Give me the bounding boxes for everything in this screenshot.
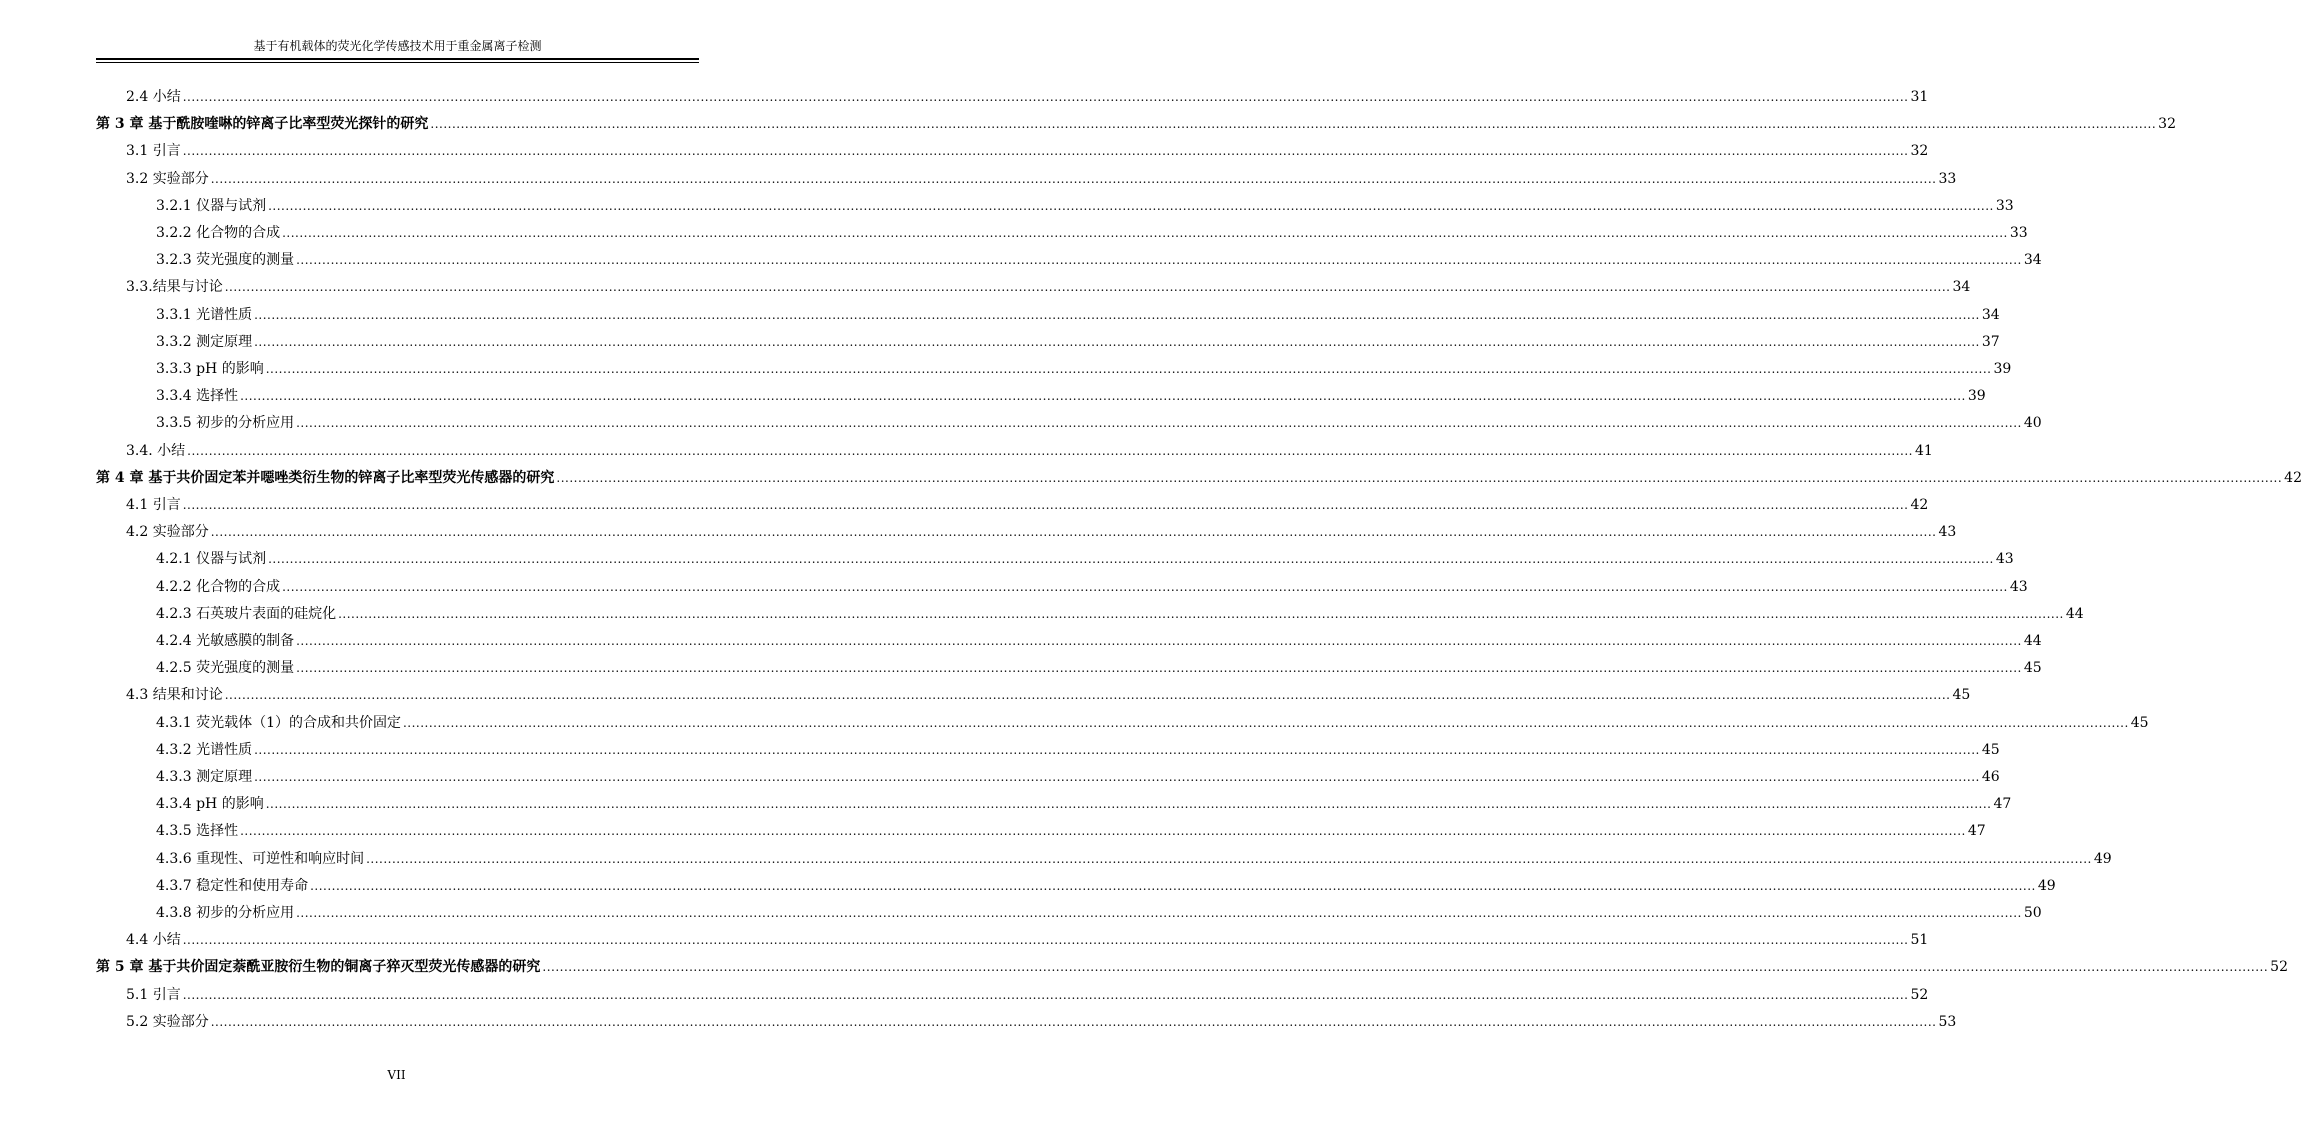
toc-entry[interactable] (156, 629, 2042, 653)
toc-leader-dots: ................................................................................................................................................................................................................................................................................................................................................................................................................ (296, 416, 2022, 431)
toc-entry-label: 5.1 引言 (126, 986, 181, 1003)
toc-entry[interactable] (96, 112, 2176, 136)
toc-entry[interactable] (156, 547, 2014, 571)
toc-leader-dots: ................................................................................................................................................................................................................................................................................................................................................................................................................ (210, 1014, 1937, 1029)
toc-leader-dots: ................................................................................................................................................................................................................................................................................................................................................................................................................ (240, 389, 1966, 404)
toc-entry[interactable] (156, 792, 2012, 816)
toc-leader-dots: ................................................................................................................................................................................................................................................................................................................................................................................................................ (254, 770, 1980, 784)
toc-entry-label: 第 4 章 基于共价固定苯并噁唑类衍生物的锌离子比率型荧光传感器的研究 (96, 469, 555, 486)
toc-entry[interactable] (126, 139, 1929, 163)
toc-entry[interactable] (156, 656, 2042, 680)
toc-leader-dots: ................................................................................................................................................................................................................................................................................................................................................................................................................ (182, 144, 1909, 159)
toc-leader-dots: ................................................................................................................................................................................................................................................................................................................................................................................................................ (296, 253, 2022, 268)
toc-entry-page: 39 (1993, 361, 2012, 377)
toc-leader-dots: ................................................................................................................................................................................................................................................................................................................................................................................................................ (366, 851, 2092, 866)
toc-leader-dots: ................................................................................................................................................................................................................................................................................................................................................................................................................ (402, 715, 2129, 730)
toc-entry-page: 44 (2023, 633, 2042, 649)
toc-entry-page: 31 (1910, 89, 1929, 105)
toc-entry[interactable] (156, 874, 2056, 898)
toc-entry-label: 3.4. 小结 (126, 442, 186, 459)
toc-entry-page: 41 (1914, 442, 1933, 459)
toc-entry[interactable] (156, 357, 2012, 381)
toc-entry-label: 4.4 小结 (126, 932, 181, 949)
toc-entry-label: 3.2.2 化合物的合成 (156, 225, 281, 241)
toc-entry-page: 34 (1952, 279, 1971, 296)
toc-entry[interactable] (126, 683, 1971, 707)
toc-entry[interactable] (126, 520, 1957, 544)
toc-entry[interactable] (126, 275, 1971, 299)
toc-leader-dots: ................................................................................................................................................................................................................................................................................................................................................................................................................ (296, 634, 2022, 648)
toc-entry-page: 49 (2093, 850, 2112, 867)
toc-leader-dots: ................................................................................................................................................................................................................................................................................................................................................................................................................ (224, 688, 1951, 703)
toc-entry-label: 3.3.1 光谱性质 (156, 306, 253, 323)
toc-entry-label: 4.3.1 荧光载体（1）的合成和共价固定 (156, 714, 401, 731)
header-rule-thick (96, 58, 699, 60)
toc-entry-label: 4.3.6 重现性、可逆性和响应时间 (156, 850, 365, 867)
toc-entry-label: 4.3.3 测定原理 (156, 769, 253, 785)
toc-entry[interactable] (156, 221, 2028, 245)
toc-entry[interactable] (156, 765, 2000, 789)
toc-entry-page: 34 (1981, 306, 2000, 323)
toc-entry-page: 32 (2158, 116, 2176, 133)
toc-leader-dots: ................................................................................................................................................................................................................................................................................................................................................................................................................ (282, 226, 2008, 240)
toc-entry-page: 47 (1993, 796, 2012, 813)
toc-entry-page: 33 (1995, 197, 2014, 214)
toc-leader-dots: ................................................................................................................................................................................................................................................................................................................................................................................................................ (187, 443, 1913, 458)
toc-entry-label: 4.2.4 光敏感膜的制备 (156, 633, 295, 649)
toc-entry-label: 3.3.3 pH 的影响 (156, 361, 264, 377)
toc-entry-page: 46 (1981, 769, 2000, 785)
toc-leader-dots: ................................................................................................................................................................................................................................................................................................................................................................................................................ (338, 606, 2064, 621)
toc-entry-label: 4.3.5 选择性 (156, 823, 239, 840)
toc-entry[interactable] (126, 493, 1929, 517)
toc-leader-dots: ................................................................................................................................................................................................................................................................................................................................................................................................................ (240, 824, 1966, 839)
toc-entry-label: 4.2.3 石英玻片表面的硅烷化 (156, 605, 337, 622)
toc-entry-label: 3.2.3 荧光强度的测量 (156, 252, 295, 269)
toc-entry-label: 3.2.1 仪器与试剂 (156, 197, 267, 214)
toc-entry-label: 第 3 章 基于酰胺喹啉的锌离子比率型荧光探针的研究 (96, 116, 429, 133)
toc-entry[interactable] (156, 575, 2028, 599)
toc-entry-label: 4.2.2 化合物的合成 (156, 578, 281, 595)
toc-entry-page: 52 (2270, 959, 2288, 976)
toc-entry[interactable] (126, 167, 1957, 191)
toc-leader-dots: ................................................................................................................................................................................................................................................................................................................................................................................................................ (254, 307, 1980, 322)
toc-leader-dots: ................................................................................................................................................................................................................................................................................................................................................................................................................ (296, 661, 2022, 676)
toc-entry-page: 47 (1967, 823, 1986, 840)
toc-leader-dots: ................................................................................................................................................................................................................................................................................................................................................................................................................ (182, 933, 1909, 948)
toc-leader-dots: ................................................................................................................................................................................................................................................................................................................................................................................................................ (265, 362, 1992, 376)
toc-entry-page: 52 (1910, 986, 1929, 1003)
toc-leader-dots: ................................................................................................................................................................................................................................................................................................................................................................................................................ (310, 878, 2036, 893)
toc-leader-dots: ................................................................................................................................................................................................................................................................................................................................................................................................................ (430, 117, 2157, 132)
toc-entry-page: 45 (2130, 714, 2149, 731)
toc-entry-label: 3.3.4 选择性 (156, 388, 239, 405)
toc-entry-page: 42 (1910, 497, 1929, 513)
page-number: VII (387, 1068, 406, 1082)
toc-entry-label: 4.2 实验部分 (126, 524, 209, 541)
toc-leader-dots: ................................................................................................................................................................................................................................................................................................................................................................................................................ (268, 552, 1994, 567)
toc-leader-dots: ................................................................................................................................................................................................................................................................................................................................................................................................................ (182, 498, 1909, 512)
toc-entry-page: 51 (1910, 932, 1929, 949)
toc-entry-page: 33 (1938, 170, 1957, 187)
toc-leader-dots: ................................................................................................................................................................................................................................................................................................................................................................................................................ (210, 525, 1937, 540)
toc-entry-page: 45 (2023, 660, 2042, 677)
toc-entry-page: 43 (1995, 551, 2014, 568)
toc-entry-page: 50 (2023, 905, 2042, 921)
toc-entry[interactable] (96, 466, 2302, 490)
toc-entry[interactable] (156, 847, 2112, 871)
toc-leader-dots: ................................................................................................................................................................................................................................................................................................................................................................................................................ (265, 797, 1992, 812)
toc-entry-label: 4.3.7 稳定性和使用寿命 (156, 877, 309, 894)
toc-entry[interactable] (156, 602, 2084, 626)
toc-entry-label: 2.4 小结 (126, 89, 181, 105)
toc-entry-label: 4.2.5 荧光强度的测量 (156, 660, 295, 677)
toc-leader-dots: ................................................................................................................................................................................................................................................................................................................................................................................................................ (254, 334, 1980, 349)
toc-entry-page: 43 (1938, 524, 1957, 541)
header-rule-thin (96, 62, 699, 63)
toc-entry-page: 45 (1952, 687, 1971, 704)
toc-entry-label: 3.1 引言 (126, 143, 181, 160)
toc-entry-page: 44 (2065, 605, 2084, 622)
toc-entry-label: 5.2 实验部分 (126, 1013, 209, 1030)
toc-entry-label: 4.3.2 光谱性质 (156, 741, 253, 758)
toc-entry-page: 32 (1910, 143, 1929, 160)
toc-entry-label: 4.3 结果和讨论 (126, 687, 223, 704)
toc-entry[interactable] (156, 711, 2149, 735)
toc-entry[interactable] (156, 819, 1986, 843)
toc-entry[interactable] (156, 738, 2000, 762)
toc-leader-dots: ................................................................................................................................................................................................................................................................................................................................................................................................................ (254, 742, 1980, 757)
toc-entry-page: 53 (1938, 1013, 1957, 1030)
toc-entry-label: 3.3.结果与讨论 (126, 279, 223, 296)
toc-entry[interactable] (156, 194, 2014, 218)
toc-leader-dots: ................................................................................................................................................................................................................................................................................................................................................................................................................ (282, 579, 2008, 594)
toc-entry[interactable] (96, 955, 2288, 979)
toc-entry-label: 4.3.4 pH 的影响 (156, 796, 264, 813)
toc-entry[interactable] (126, 928, 1929, 952)
toc-entry[interactable] (126, 983, 1929, 1007)
running-header: 基于有机载体的荧光化学传感技术用于重金属离子检测 (253, 39, 542, 53)
toc-entry[interactable] (156, 303, 2000, 327)
toc-entry[interactable] (156, 411, 2042, 435)
toc-entry[interactable] (126, 439, 1933, 463)
toc-entry-label: 4.2.1 仪器与试剂 (156, 551, 267, 568)
toc-leader-dots: ................................................................................................................................................................................................................................................................................................................................................................................................................ (210, 171, 1937, 186)
toc-leader-dots: ................................................................................................................................................................................................................................................................................................................................................................................................................ (296, 906, 2022, 920)
toc-entry[interactable] (156, 384, 1986, 408)
toc-entry[interactable] (156, 248, 2042, 272)
toc-entry-label: 3.2 实验部分 (126, 170, 209, 187)
toc-entry-page: 39 (1967, 388, 1986, 405)
toc-leader-dots: ................................................................................................................................................................................................................................................................................................................................................................................................................ (182, 90, 1909, 104)
toc-entry-page: 49 (2037, 877, 2056, 894)
toc-entry-page: 33 (2009, 225, 2028, 241)
toc-entry-label: 3.3.5 初步的分析应用 (156, 415, 295, 432)
toc-entry-label: 3.3.2 测定原理 (156, 333, 253, 350)
toc-entry-label: 4.3.8 初步的分析应用 (156, 905, 295, 921)
toc-entry-label: 第 5 章 基于共价固定萘酰亚胺衍生物的铜离子猝灭型荧光传感器的研究 (96, 959, 541, 976)
toc-entry-page: 42 (2284, 469, 2302, 486)
toc-leader-dots: ................................................................................................................................................................................................................................................................................................................................................................................................................ (268, 198, 1994, 213)
toc-leader-dots: ................................................................................................................................................................................................................................................................................................................................................................................................................ (542, 960, 2269, 975)
toc-leader-dots: ................................................................................................................................................................................................................................................................................................................................................................................................................ (556, 470, 2283, 485)
toc-entry-page: 40 (2023, 415, 2042, 432)
toc-entry[interactable] (156, 901, 2042, 925)
toc-entry-label: 4.1 引言 (126, 497, 181, 513)
toc-entry[interactable] (126, 85, 1929, 109)
toc-entry-page: 45 (1981, 741, 2000, 758)
toc-leader-dots: ................................................................................................................................................................................................................................................................................................................................................................................................................ (182, 987, 1909, 1002)
toc-entry[interactable] (156, 330, 2000, 354)
toc-leader-dots: ................................................................................................................................................................................................................................................................................................................................................................................................................ (224, 280, 1951, 295)
toc-entry-page: 37 (1981, 333, 2000, 350)
toc-entry-page: 43 (2009, 578, 2028, 595)
toc-entry[interactable] (126, 1010, 1957, 1034)
toc-entry-page: 34 (2023, 252, 2042, 269)
